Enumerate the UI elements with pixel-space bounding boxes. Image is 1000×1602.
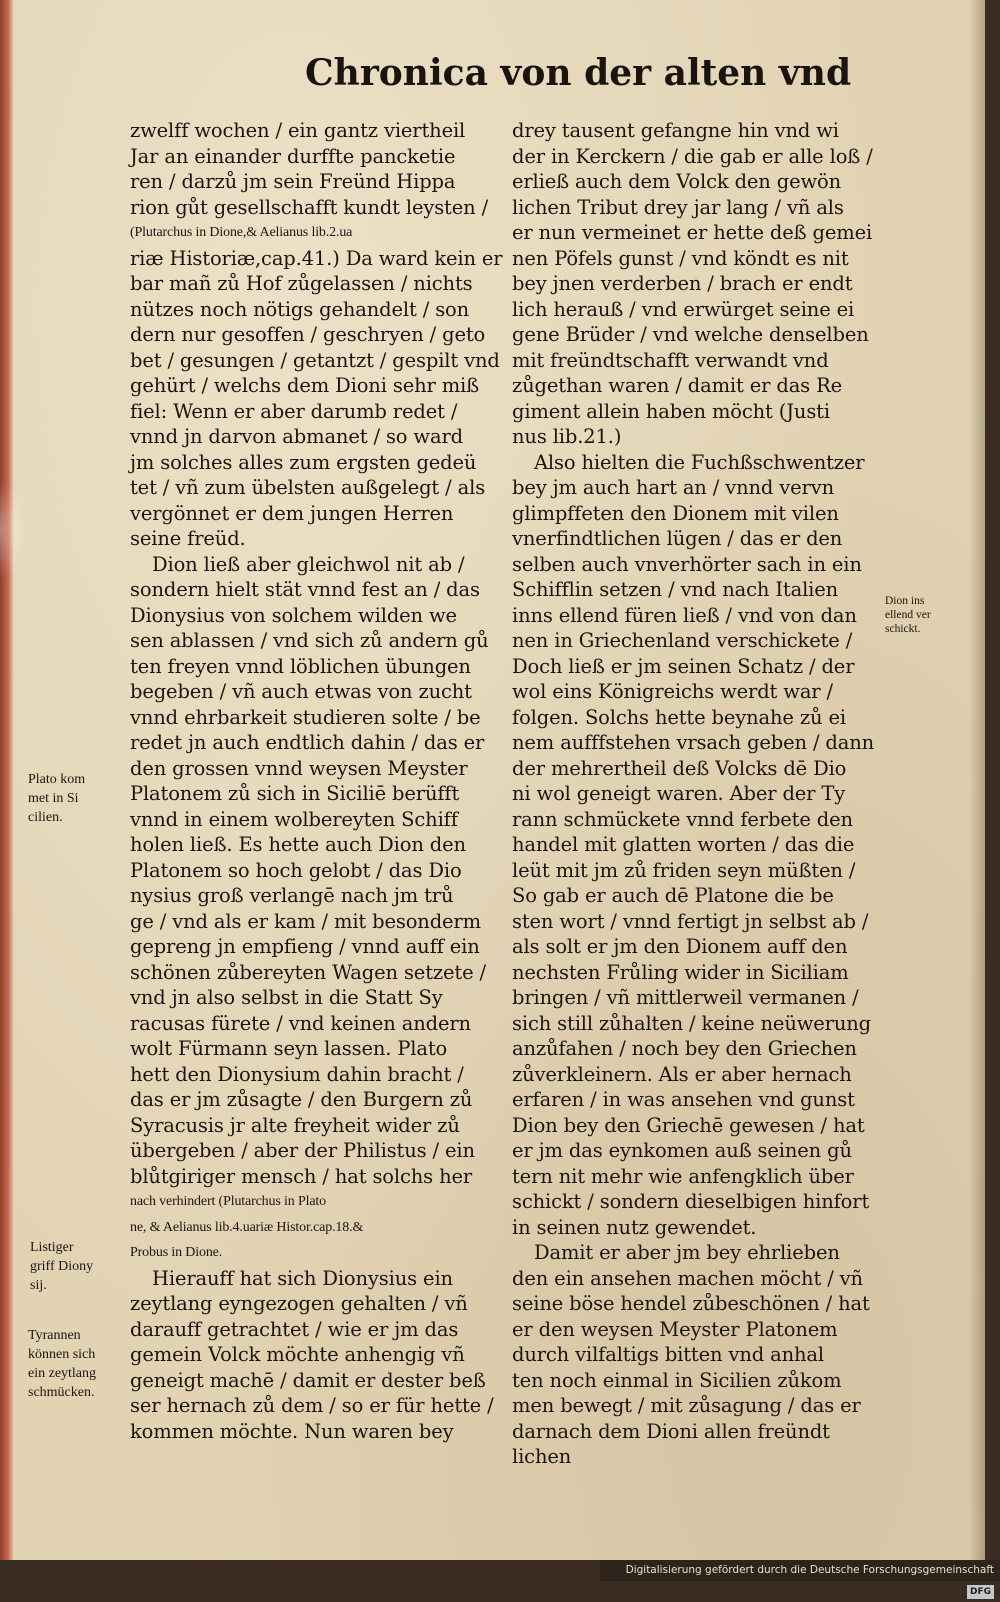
text-line: das er jm zůsagte / den Burgern zů <box>130 1088 473 1111</box>
text-line: bringen / vñ mittlerweil vermanen / <box>512 986 859 1009</box>
page-title: Chronica von der alten vnd <box>305 52 852 94</box>
text-column-right <box>512 118 882 1470</box>
text-line: Dionysius von solchem wilden we <box>130 603 457 627</box>
text-line: sondern hielt stät vnnd fest an / das <box>130 578 480 601</box>
margin-note-listiger: Listiger griff Diony sij. <box>30 1240 94 1293</box>
text-line: den grossen vnnd weysen Meyster <box>130 756 468 780</box>
text-line: bet / gesungen / getantzt / gespilt vnd <box>130 348 500 372</box>
text-line: nem aufffstehen vrsach geben / dann <box>512 731 875 754</box>
text-line: selben auch vnverhörter sach in ein <box>512 552 862 576</box>
text-line: zůgethan waren / damit er das Re <box>512 374 843 397</box>
text-line: lichen Tribut drey jar lang / vñ als <box>512 195 844 219</box>
text-line: Hierauff hat sich Dionysius ein <box>152 1266 453 1290</box>
text-line: ge / vnd als er kam / mit besonderm <box>130 909 481 933</box>
text-line: ten noch einmal in Sicilien zůkom <box>512 1368 842 1392</box>
text-line: bar mañ zů Hof zůgelassen / nichts <box>130 272 473 295</box>
text-line: ni wol geneigt waren. Aber der Ty <box>512 782 846 805</box>
text-line: er den weysen Meyster Platonem <box>512 1317 838 1341</box>
text-line: drey tausent gefangne hin vnd wi <box>512 119 839 142</box>
margin-note-tyrannen: Tyrannen können sich ein zeytlang schmücken. <box>28 1328 97 1400</box>
text-line: lich herauß / vnd erwürget seine ei <box>512 297 855 321</box>
text-line: anzůfahen / noch bey den Griechen <box>512 1037 857 1060</box>
text-line: nus lib.21.) <box>512 425 622 448</box>
text-line: Probus in Dione. <box>130 1245 223 1260</box>
text-line: riæ Historiæ,cap.41.) Da ward kein er <box>130 246 503 270</box>
text-line: bey jnen verderben / brach er endt <box>512 272 853 295</box>
text-line: darnach dem Dioni allen freündt <box>512 1419 830 1443</box>
footer-text: Digitalisierung gefördert durch die Deutsche Forschungsgemeinschaft <box>625 1564 994 1576</box>
text-line: darauff getrachtet / wie er jm das <box>130 1317 459 1341</box>
text-line: folgen. Solchs hette beynahe zů ei <box>512 705 846 729</box>
text-line: seine böse hendel zůbeschönen / hat <box>512 1292 870 1315</box>
text-line: der mehrertheil deß Volcks dē Dio <box>512 756 847 780</box>
text-line: vnd jn also selbst in die Statt Sy <box>130 986 443 1009</box>
text-line: vnnd in einem wolbereyten Schiff <box>130 807 458 831</box>
footer-credit <box>600 1560 1000 1597</box>
dfg-logo: DFG <box>967 1585 994 1599</box>
margin-note-dion: Dion ins ellend ver schickt. <box>885 595 931 635</box>
text-line: vergönnet er dem jungen Herren <box>130 501 454 525</box>
text-line: seine freüd. <box>130 527 246 550</box>
margin-note-plato: Plato kom met in Si cilien. <box>28 772 86 825</box>
text-line: übergeben / aber der Philistus / ein <box>130 1139 475 1162</box>
text-line: gemein Volck möchte anhengig vñ <box>130 1343 465 1366</box>
text-line: rion gůt gesellschafft kundt leysten / <box>130 195 489 219</box>
text-line: glimpffeten den Dionem mit vilen <box>512 501 839 525</box>
text-line: Schifflin setzen / vnd nach Italien <box>512 578 839 601</box>
text-line: er nun vermeinet er hette deß gemei <box>512 221 873 244</box>
text-line: leüt mit jm zů friden seyn müßten / <box>512 858 856 882</box>
text-line: tern nit mehr wie anfengklich über <box>512 1164 854 1188</box>
text-line: nechsten Frůling wider in Siciliam <box>512 960 849 984</box>
text-line: geneigt machē / damit er dester beß <box>130 1368 486 1392</box>
text-line: rann schmückete vnnd ferbete den <box>512 807 853 831</box>
text-line: schönen zůbereyten Wagen setzete / <box>130 960 486 984</box>
text-line: vnnd ehrbarkeit studieren solte / be <box>130 705 481 729</box>
text-column-left <box>130 118 505 1444</box>
page-edge-right <box>969 0 985 1560</box>
text-line: vnerfindtlichen lügen / das er den <box>512 527 843 550</box>
text-line: wol eins Königreichs werdt war / <box>512 680 833 703</box>
text-line: erließ auch dem Volck den gewön <box>512 170 842 193</box>
text-line: zeytlang eyngezogen gehalten / vñ <box>130 1292 468 1315</box>
text-line: ser hernach zů dem / so er für hette / <box>130 1394 494 1417</box>
text-line: vnnd jn darvon abmanet / so ward <box>130 425 463 448</box>
text-line: durch vilfaltigs bitten vnd anhal <box>512 1343 824 1366</box>
text-line: sten wort / vnnd fertigt jn selbst ab / <box>512 909 869 933</box>
text-line: zwelff wochen / ein gantz viertheil <box>130 119 466 142</box>
text-line: kommen möchte. Nun waren bey <box>130 1419 454 1443</box>
text-line: sich still zůhalten / keine neüwerung <box>512 1011 871 1035</box>
text-line: ne, & Aelianus lib.4.uariæ Histor.cap.18.& <box>130 1219 364 1235</box>
text-line: mit freündtschafft verwandt vnd <box>512 348 829 372</box>
text-line: bey jm auch hart an / vnnd vervn <box>512 476 834 499</box>
text-line: nach verhindert (Plutarchus in Plato <box>130 1194 326 1209</box>
text-line: Syracusis jr alte freyheit wider zů <box>130 1113 460 1137</box>
text-line: giment allein haben möcht (Justi <box>512 399 830 423</box>
text-line: ren / darzů jm sein Freünd Hippa <box>130 170 456 193</box>
text-line: jm solches alles zum ergsten gedeü <box>130 450 477 474</box>
text-line: Platonem zů sich in Siciliē berüfft <box>130 782 460 805</box>
page-fold-mark <box>0 480 28 580</box>
text-line: sen ablassen / vnd sich zů andern gů <box>130 629 489 652</box>
text-line: wolt Fürmann seyn lassen. Plato <box>130 1037 448 1060</box>
text-line: nen Pöfels gunst / vnd köndt es nit <box>512 246 849 270</box>
text-line: er jm das eynkomen auß seinen gů <box>512 1139 852 1162</box>
text-line: racusas fürete / vnd keinen andern <box>130 1011 471 1035</box>
text-line: holen ließ. Es hette auch Dion den <box>130 833 466 856</box>
text-line: hett den Dionysium dahin bracht / <box>130 1062 464 1086</box>
text-line: schickt / sondern dieselbigen hinfort <box>512 1190 870 1213</box>
text-line: nysius groß verlangē nach jm trů <box>130 884 454 907</box>
text-line: Dion bey den Griechē gewesen / hat <box>512 1113 865 1137</box>
text-line: zůverkleinern. Als er aber hernach <box>512 1062 852 1086</box>
text-line: Jar an einander durffte pancketie <box>130 144 456 168</box>
text-line: Dion ließ aber gleichwol nit ab / <box>152 552 465 576</box>
text-line: ten freyen vnnd löblichen übungen <box>130 654 471 678</box>
text-line: lichen <box>512 1445 572 1468</box>
text-line: begeben / vñ auch etwas von zucht <box>130 680 472 703</box>
text-line: (Plutarchus in Dione,& Aelianus lib.2.ua <box>130 225 353 240</box>
text-line: als solt er jm den Dionem auff den <box>512 935 848 958</box>
text-line: nützes noch nötigs gehandelt / son <box>130 297 470 321</box>
text-line: inns ellend füren ließ / vnd von dan <box>512 603 857 627</box>
text-line: gene Brüder / vnd welche denselben <box>512 323 869 346</box>
text-line: redet jn auch endtlich dahin / das er <box>130 731 485 754</box>
text-line: Also hielten die Fuchßschwentzer <box>534 450 865 474</box>
text-line: in seinen nutz gewendet. <box>512 1215 757 1239</box>
text-line: Damit er aber jm bey ehrlieben <box>534 1241 840 1264</box>
text-line: Platonem so hoch gelobt / das Dio <box>130 858 462 882</box>
text-line: gehürt / welchs dem Dioni sehr miß <box>130 374 480 397</box>
text-line: blůtgiriger mensch / hat solchs her <box>130 1164 473 1188</box>
text-line: dern nur gesoffen / geschryen / geto <box>130 323 486 346</box>
text-line: fiel: Wenn er aber darumb redet / <box>130 399 458 423</box>
text-line: men bewegt / mit zůsagung / das er <box>512 1394 861 1417</box>
text-line: Doch ließ er jm seinen Schatz / der <box>512 654 855 678</box>
text-line: der in Kerckern / die gab er alle loß / <box>512 144 873 168</box>
text-line: den ein ansehen machen möcht / vñ <box>512 1266 863 1290</box>
text-line: gepreng jn empfieng / vnnd auff ein <box>130 935 480 958</box>
text-line: So gab er auch dē Platone die be <box>512 884 834 907</box>
text-line: handel mit glatten worten / das die <box>512 833 855 856</box>
text-line: erfaren / in was ansehen vnd gunst <box>512 1088 855 1111</box>
text-line: nen in Griechenland verschickete / <box>512 629 853 652</box>
page-edge-left <box>0 0 14 1560</box>
text-line: tet / vñ zum übelsten außgelegt / als <box>130 476 486 499</box>
